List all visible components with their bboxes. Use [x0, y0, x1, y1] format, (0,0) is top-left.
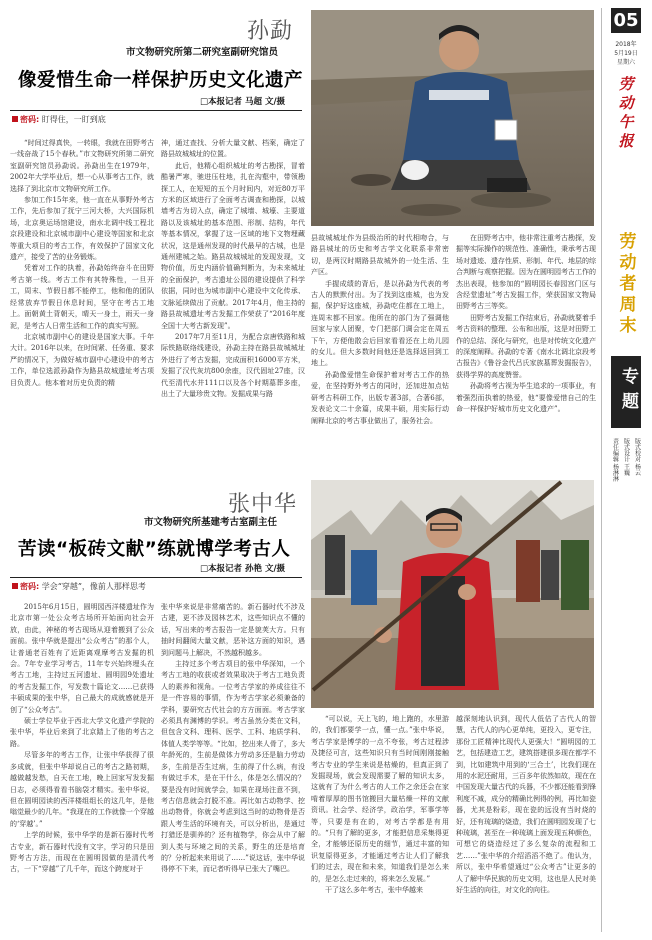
story1-photo	[311, 10, 594, 226]
paragraph: 田野考古发掘工作结束后，孙勐就要着手考古资料的整理、公布和出版，这是对田野工作的总结、深化与研究，也是对传统文化遗产的深度阐释。孙勐的专著《南水北调北京段考古报告》《鲁谷金代吕氏家族墓葬发掘报告》，获得学界的高度赞誉。	[456, 313, 596, 379]
masthead-divider	[601, 8, 602, 932]
paragraph: 2017年7月至11月，为配合京唐铁路和城际铁路联络线建设，孙勐主持在路县故城城址外进行了考古发掘，完成面积16000平方米，发掘了汉代灰坑800余座，汉代固址27座，汉代至清代水井111口以及各个时期墓葬多座，出土了大量珍贵文物。发掘成果与路	[161, 332, 305, 398]
code-square-icon	[12, 583, 18, 589]
story1-code-label: 密码:	[20, 115, 40, 124]
story2-column-1	[10, 602, 154, 936]
story2-column-4	[456, 714, 596, 936]
credit-proof: 版式校对 杨云	[633, 438, 641, 476]
masthead-logo: 劳动午报	[616, 76, 635, 152]
story1-column-1	[10, 138, 154, 480]
code-square-icon	[12, 116, 18, 122]
paragraph: 张中华来说是非常痛苦的。新石器时代不涉及古建，更不涉及园林艺术，这些知识点不懂的话，写出来的考古报告一定是貌荚大方。只有抽时间翻阅大量文献，恶补这方面的知识，遇到问题马上解决，不然越积越多。	[161, 603, 305, 657]
story2-column-2	[161, 602, 305, 936]
paragraph: 县故城城址作为县级治所的时代相吻合，与路县城址的历史和考古学文化联系非常密切，是两汉时期路县故城外的一处生活、生产区。	[311, 234, 449, 277]
paragraph: 主持过多个考古项目的张中华深知，一个考古工地的收获或者效果取决于考古工地负责人的素养和视角。一位考古学家的养成往往不是一件容易的事情，作为考古学家必须兼备的学科，要研究古代社会的方方面面。考古学家必须具有渊博的学识。考古虽然分类在文科，但包含文科、理科、医学、工科、地质学科、体值人类学等等。“比如，挖出来人骨了，多大年龄死的，生前是做体力劳动多还是脑力劳动多，生前是否生过病，生前得了什么病，有没有做过手术，是在干什么，体是怎么情况的？要是没有时间就学会，如果在现场注意不到，考古信息就会打脱不准。再比如古动物学、挖出动物骨，你就会考虑到这当时的动物骨是否跟人考生活的环境有关，可以分析出，是通过打猎还是驯养的？还有植物学，你会从中了解到人类与环境之间的关系，野生的还是培育的？分析起来来用说了……”说这话，张中华说得停不下来，而记者听得早已张大了嘴巴。	[161, 660, 305, 874]
masthead-date2: 5月19日	[614, 50, 638, 57]
story1-column-2	[161, 138, 305, 480]
story2-photo	[311, 480, 594, 708]
credit-design: 版式设计 王巍	[622, 438, 630, 476]
paragraph: 此后，他精心组织城址的考古勘探，冒着酷暑严寒，驰进压柱地，扎在沟壑中，带领勘探工人，在短短的五个月时间内，对近80万平方米的区域进行了全面考古调查和勘探，以城墙考古为切入点，确定了城墙、城壕、主要道路以及该城址的基本范围、形制、结构，年代等基本情况，掌握了这一区域的地下文物埋藏状况，这是通州发现的时代最早的古城，也是通州建城之始。路县故城城址的发现发现，文物价值，历史内涵价值确判断为，为未来城址的全面保护，考古遗址公园的建设提供了科学依据，同时也为城市副中心建设中文化传承、文脉延续做出了贡献。2017年4月，他主持的路县故城遗址考古发掘工作荣获了“2016年度全国十大考古新发现”。	[161, 161, 305, 330]
story1-code	[12, 114, 106, 125]
story2-name: 张中华	[228, 492, 298, 517]
paragraph: “时间过得真快，一转眼，我就在田野考古一线奋战了15个春秋。”市文物研究所第二研究室副研究馆员孙勐说。孙勐出生在1979年，2002年大学毕业后，想一心从事考古工作，就选择了到北京市文物研究所工作。	[10, 139, 154, 193]
story1-rule	[10, 110, 302, 111]
paragraph: 凭着对工作的执着，孙勐始终奋斗在田野考古第一线。考古工作有其特殊性，一旦开工，周末、节假日都不能停工，他和他的团队经常放弃节假日休息时间，坚守在考古工地上。面朝黄土背朝天，晴天一身土，雨天一身泥，是考古人日常生活和工作的真实写照。	[10, 264, 154, 330]
paragraph: 越深刻地认识到，现代人低估了古代人的智慧，古代人的内心更单纯，更投入，更专注，那份工匠精神比现代人更强大！“圆明园的工艺，包括建造工艺，建筑搭建很多现在都学不到，比如建筑中用到的‘三合土’，比我们现在用的水泥还耐用，三百多年依然如故，现在在中国发现大量古代的兵器，不少都还能看到锋利度不减，成分的精确比例得的例，再比如瓷器，尤其是粉彩，现在瓷的远没有当时烧的好，还有琉璃的烧造，我们在圆明园发现了七种琉璃，甚至在一种琉璃上面发现五种颜色，可想它的烧造经过了多么复杂的流程和工艺……”张中华的介绍滔滔不绝了。他认为，所以，张中华希望通过“公众考古”让更多的人了解中华民族的历史文明，这也是人民对美好生活的向往，对文化的向往。	[456, 715, 596, 895]
paragraph: 干了这么多年考古，张中华越来	[325, 886, 423, 895]
archaeologist-kneeling-image	[311, 10, 594, 226]
paragraph: 上学的时候，张中华学的是新石器时代考古专业，新石器时代没有文字，学习的只是田野考古方法，而现在在圆明园做的是清代考古，一下“穿越”了几千年，而这个跨度对于	[10, 831, 154, 874]
story2-column-3	[311, 714, 449, 936]
paragraph: 参加工作15年来，他一直在从事野外考古工作，先后参加了抚宁三河大桥，大兴国际机场，北京奥运场馆建设，南水北调中线工程北京段建设和北京城市副中心建设等国家和北京等重大项目的考古工作，有效保护了国家文化遗产，接受了苦的业务锻炼。	[10, 196, 154, 262]
story1-headline: 像爱惜生命一样保护历史文化遗产	[18, 70, 304, 91]
masthead	[605, 8, 647, 936]
story1-subtitle: 市文物研究所第二研究室副研究馆员	[126, 47, 279, 58]
story1-column-4	[456, 233, 596, 480]
story2-code-label: 密码:	[20, 582, 40, 591]
section-title: 劳动者周末	[615, 232, 636, 337]
paragraph: 手握成绩的背后，是以孙勐为代表的考古人的默默付出。为了找到这座城，也为发掘，保护好这座城，孙勐吃住都在工地上，连周末都不回家。他所在的部门为了强调他回家与家人团聚，专门把部门调会定在周五下午，方便他散会后回家看看还在上幼儿园的女儿。但大多数时间他还是选择返回到工地上。	[311, 279, 449, 368]
story2-headline: 苦读“板砖文献”练就博学考古人	[18, 539, 291, 560]
paragraph: 尽管多年的考古工作，让张中华获得了很多成就，但张中华却说自己的考古之路初期，越做越发愁，自天在工地，晚上回家写发发掘日志，必须得看看书脑袋才精实。张中华说，但在圆明园读的西洋楼组组长的这几年，是他嗡觉最少的几年。“我现在的工作就像一个穿越的‘穿越’。”	[10, 751, 154, 828]
story1-code-text: 盯得住，一盯到底	[41, 115, 106, 124]
story2-code-text: 学会“穿越”，像前人那样思考	[41, 582, 146, 591]
story1-column-3	[311, 233, 449, 480]
story1-byline: □本报记者 马超 文/摄	[200, 97, 286, 107]
paragraph: 神，通过查找、分析大量文献、档案，确定了路县故城城址的位置。	[161, 139, 305, 159]
paragraph: 2015年6月15日，圆明园西洋楼遗址作为北京市第一处公众考古场所开始面向社会开放，由此，神秘的考古现场从迎着搬到了公众面前。张中华就是提出“公众考古”的那个人，让普通老百姓有了近距离观摩考古发掘的机会。7年专业学习考古，11年专兴始终埋头在考古工地，主持过五河遗址、圆明园9处遗址的考古发掘工作，写发数十篇论文……已获得丰硕成果的张中华，自己最大的成就感就是开创了“公众考古”。	[10, 603, 154, 714]
story2-rule	[10, 577, 302, 578]
masthead-credits	[605, 438, 647, 518]
masthead-weekday: 星期六	[616, 59, 635, 66]
story2-code	[12, 581, 146, 592]
credit-editor: 责任编辑 杨淋淋	[611, 438, 619, 482]
story1-name: 孙勐	[247, 19, 294, 44]
paragraph: 北京城市副中心的建设是国家大事。千年大计。2016年以来，在时间紧、任务重、要求严的情况下，为做好城市副中心建设中的考古工作，单位选派孙勐作为路县故城遗址考古项目负责人。他本着对历史负责的精	[10, 332, 154, 387]
masthead-date: 2018年	[615, 41, 637, 48]
paragraph: 孙勐将考古视为毕生追求的一项事业，有着强烈而执着的热爱，他“要像爱惜自己的生命一样保护好城市历史文化遗产”。	[456, 382, 596, 414]
section-tag: 专题	[611, 356, 641, 428]
story2-byline: □本报记者 孙艳 文/摄	[200, 564, 286, 574]
story2-subtitle: 市文物研究所基建考古室副主任	[144, 517, 278, 528]
paragraph: 硕士学位毕业于西北大学文化遗产学院的张中华，毕业后来到了北京踏上了他的考古之路。	[10, 717, 154, 748]
paragraph: “可以说，天上飞的，地上跑的，水里游的，我们都要学一点，懂一点。”张中华说，考古学家是博学的一点不夸张，考古过程涉及捷径可言，这些知识只有当时间刚刚接触考古专业的学生来说是枯燥的，但真正到了发掘现场，就会发现需要了解的知识太多，这就有了为什么考古的人工作之余还会在家啃着厚厚的图书馆搬回大量枯燥一样的文献资讯。社会学、经济学，政治学，军事学等等，只要是有在的，对考古学都是有用的。“只有了解的更多，才能把信息采集得更全，才能够还原历史的细节，通过丰富的知识复原得更多，才能通过考古让人们了解我们的过去，现在和未来，知道我们是怎么来的，是怎么走过来的，将来怎么发展。”	[311, 715, 449, 883]
paragraph: 在田野考古中，他非常注重考古勘探，发掘等实际操作的规范性、准确性，秉承考古现场对遗迹、遗存性质、形制、年代、地层的综合判断与观察把握。因为在圆明园考古工作的杰出表现，他参加的“圆明园长春园宫门区与含经堂遗址”考古发掘工作，荣获国家文物局田野考古三等奖。	[456, 234, 596, 311]
page-number: 05	[611, 8, 641, 33]
archaeologist-with-pole-image	[311, 480, 594, 708]
paragraph: 孙勐像爱惜生命保护着对考古工作的热爱，在坚持野外考古的同时，还加进加点钻研考古科研工作，出版专著3部，合著6部，发表论文二十余篇，成果丰硕，用实际行动阐释北京的考古事业做出了，服务社会。	[311, 370, 449, 425]
